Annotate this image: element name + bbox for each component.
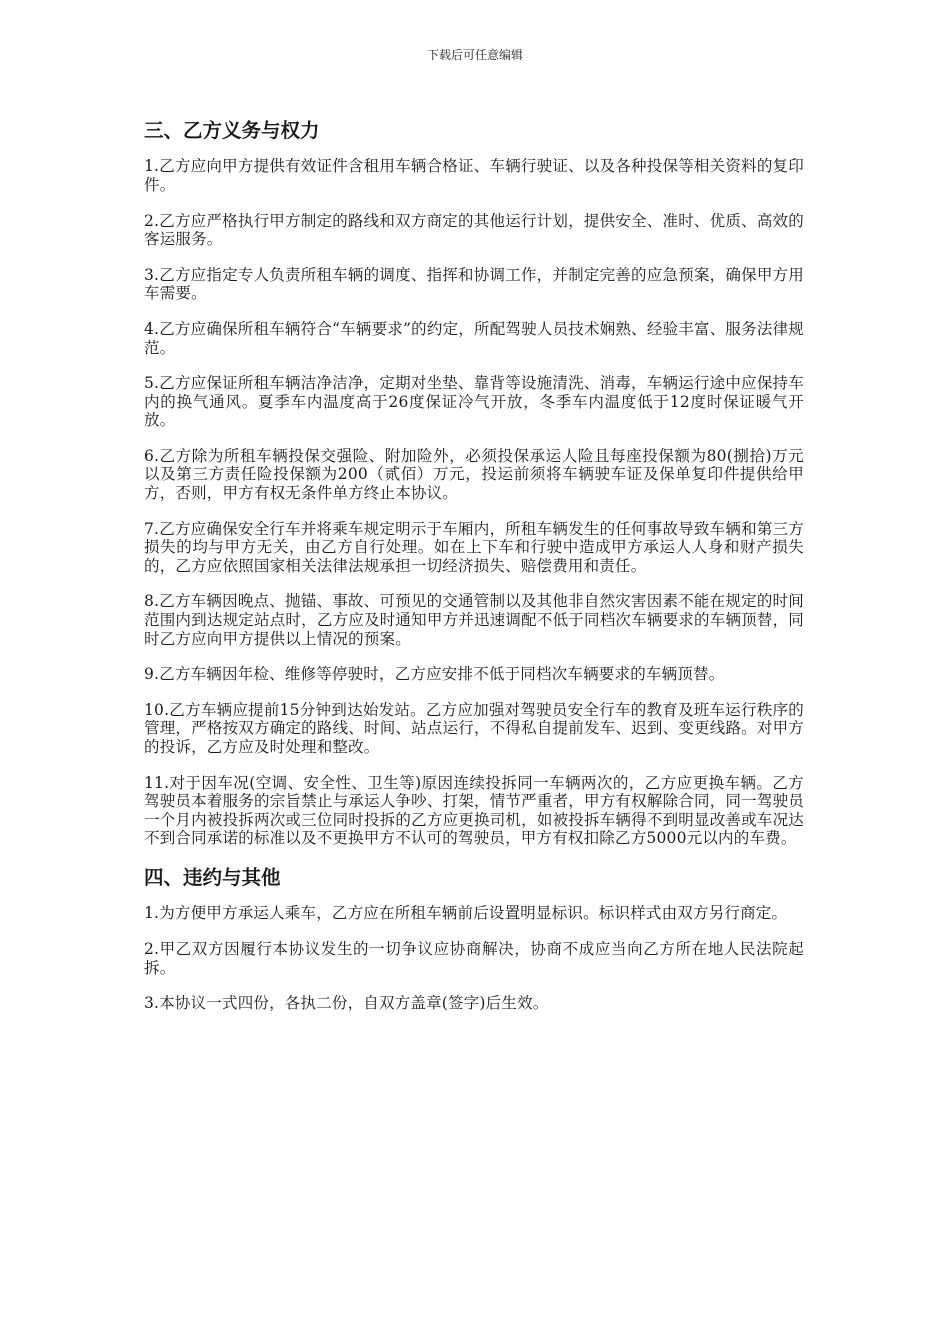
paragraph: 2.甲乙双方因履行本协议发生的一切争议应协商解决，协商不成应当向乙方所在地人民法院起拆。: [144, 939, 804, 977]
section-breach-other: [144, 865, 804, 1013]
section-title: 四、违约与其他: [144, 865, 281, 889]
paragraph: 9.乙方车辆因年检、维修等停驶时，乙方应安排不低于同档次车辆要求的车辆顶替。: [144, 665, 725, 684]
paragraph: 4.乙方应确保所租车辆符合“车辆要求”的约定，所配驾驶人员技术娴熟、经验丰富、服务法律规范。: [144, 319, 804, 357]
paragraph: 2.乙方应严格执行甲方制定的路线和双方商定的其他运行计划，提供安全、准时、优质、高效的客运服务。: [144, 211, 804, 249]
paragraph: 8.乙方车辆因晚点、抛锚、事故、可预见的交通管制以及其他非自然灾害因素不能在规定的时间范围内到达规定站点时，乙方应及时通知甲方并迅速调配不低于同档次车辆要求的车辆顶替，同时乙方应向甲方提供以上情况的预案。: [144, 592, 804, 648]
section-title: 三、乙方义务与权力: [144, 119, 320, 142]
paragraph: 3.乙方应指定专人负责所租车辆的调度、指挥和协调工作，并制定完善的应急预案，确保甲方用车需要。: [144, 265, 804, 303]
paragraph: 10.乙方车辆应提前15分钟到达始发站。乙方应加强对驾驶员安全行车的教育及班车运行秩序的管理，严格按双方确定的路线、时间、站点运行，不得私自提前发车、迟到、变更线路。对甲方的投诉，乙方应及时处理和整改。: [144, 700, 804, 756]
paragraph: 3.本协议一式四份，各执二份，自双方盖章(签字)后生效。: [144, 994, 549, 1013]
document-body: [144, 118, 804, 1030]
paragraph: 5.乙方应保证所租车辆洁净洁净，定期对坐垫、靠背等设施清洗、消毒，车辆运行途中应保持车内的换气通风。夏季车内温度高于26度保证冷气开放，冬季车内温度低于12度时保证暖气开放。: [144, 374, 804, 430]
paragraph: 11.对于因车况(空调、安全性、卫生等)原因连续投拆同一车辆两次的，乙方应更换车辆。乙方驾驶员本着服务的宗旨禁止与承运人争吵、打架，情节严重者，甲方有权解除合同，同一驾驶员一个月内被投拆两次或三位同时投拆的乙方应更换司机，如被投拆车辆得不到明显改善或车况达不到合同承诺的标准以及不更换甲方不认可的驾驶员，甲方有权扣除乙方5000元以内的车费。: [144, 773, 804, 848]
paragraph: 7.乙方应确保安全行车并将乘车规定明示于车厢内，所租车辆发生的任何事故导致车辆和第三方损失的均与甲方无关，由乙方自行处理。如在上下车和行驶中造成甲方承运人人身和财产损失的，乙方应依照国家相关法律法规承担一切经济损失、赔偿费用和责任。: [144, 519, 804, 575]
section-obligations: [144, 118, 804, 848]
page-header: 下载后可任意编辑: [426, 48, 523, 62]
paragraph: 6.乙方除为所租车辆投保交强险、附加险外，必须投保承运人险且每座投保额为80(捌拾)万元以及第三方责任险投保额为200（贰佰）万元，投运前须将车辆驶车证及保单复印件提供给甲方，否则，甲方有权无条件单方终止本协议。: [144, 446, 804, 503]
paragraph: 1.为方便甲方承运人乘车，乙方应在所租车辆前后设置明显标识。标识样式由双方另行商定。: [144, 904, 788, 923]
paragraph: 1.乙方应向甲方提供有效证件含租用车辆合格证、车辆行驶证、以及各种投保等相关资料的复印件。: [144, 157, 804, 194]
